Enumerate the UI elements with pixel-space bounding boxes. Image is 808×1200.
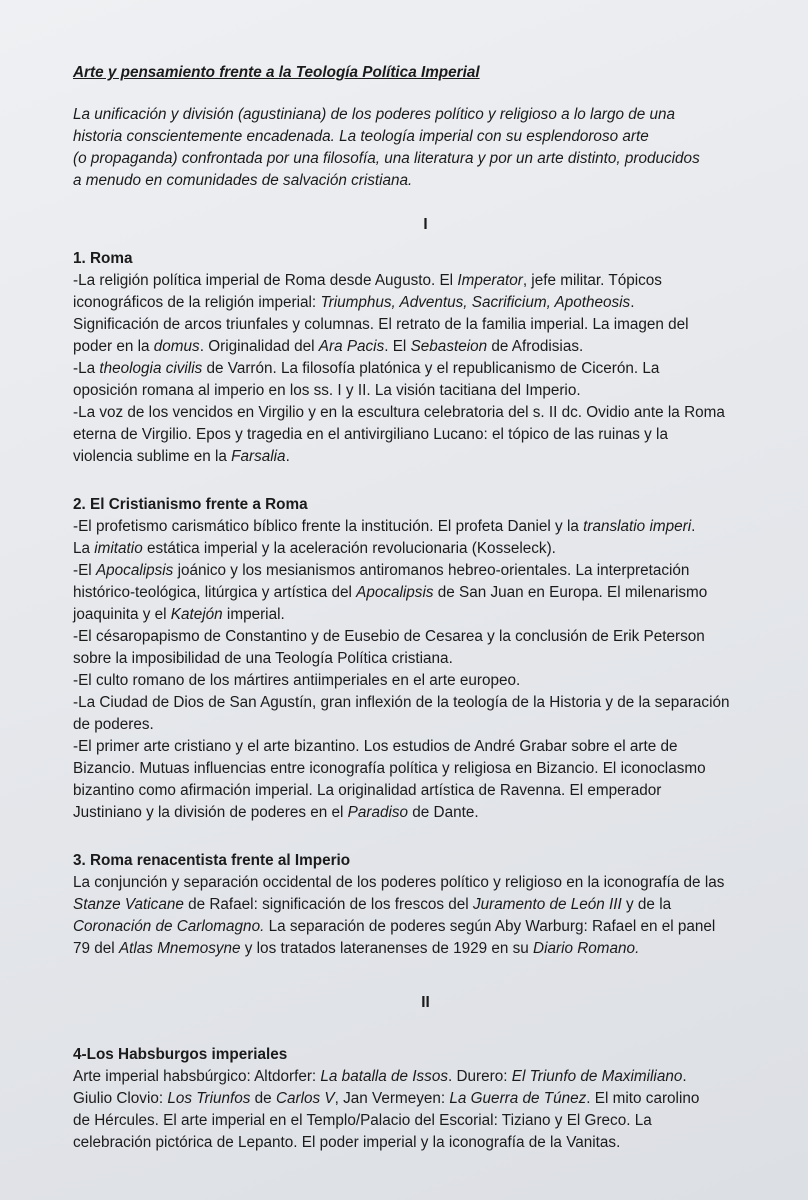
text-run: imperial.	[222, 606, 285, 623]
section-body	[73, 872, 778, 960]
italic-text: Katejón	[170, 606, 223, 623]
italic-text: theologia civilis	[99, 360, 203, 377]
body-line	[73, 424, 778, 446]
section-body	[73, 1066, 778, 1154]
body-line	[73, 692, 778, 714]
body-line	[73, 670, 778, 692]
text-run: poder en la	[73, 338, 154, 355]
italic-text: Imperator	[457, 272, 523, 289]
part-one-numeral: I	[423, 216, 428, 233]
italic-text: Farsalia	[231, 448, 286, 465]
body-line	[73, 736, 778, 758]
body-line	[73, 894, 778, 916]
text-run: -La Ciudad de Dios de San Agustín, gran inflexión de la teología de la Historia y de la separación	[73, 694, 730, 711]
text-run: .	[285, 448, 290, 465]
italic-text: imitatio	[94, 540, 143, 557]
text-run: Significación de arcos triunfales y columnas. El retrato de la familia imperial. La imagen del	[73, 316, 689, 333]
italic-text: Coronación de Carlomagno.	[73, 918, 265, 935]
text-run: -La religión política imperial de Roma desde Augusto. El	[73, 272, 458, 289]
italic-text: domus	[153, 338, 200, 355]
text-run: de	[250, 1090, 276, 1107]
text-run: de Dante.	[408, 804, 479, 821]
text-run: Bizancio. Mutuas influencias entre iconografía política y religiosa en Bizancio. El iconoclasmo	[73, 760, 706, 777]
body-line	[73, 358, 778, 380]
intro-line: La unificación y división (agustiniana) de los poderes político y religioso a lo largo de una	[73, 106, 676, 123]
section-heading: 1. Roma	[73, 250, 133, 267]
section-cristianismo	[73, 494, 778, 824]
text-run: La separación de poderes según Aby Warburg: Rafael en el panel	[264, 918, 716, 935]
body-line	[73, 1066, 778, 1088]
text-run: de Varrón. La filosofía platónica y el republicanismo de Cicerón. La	[202, 360, 660, 377]
text-run: y de la	[621, 896, 672, 913]
italic-text: Paradiso	[347, 804, 409, 821]
text-run: estática imperial y la aceleración revolucionaria (Kosseleck).	[142, 540, 556, 557]
italic-text: Apocalipsis	[356, 584, 434, 601]
body-line	[73, 1088, 778, 1110]
body-line	[73, 758, 778, 780]
italic-text: Los Triunfos	[167, 1090, 251, 1107]
body-line	[73, 938, 778, 960]
body-line	[73, 1110, 778, 1132]
body-line	[73, 538, 778, 560]
text-run: , jefe militar. Tópicos	[522, 272, 662, 289]
italic-text: La Guerra de Túnez	[449, 1090, 587, 1107]
body-line	[73, 380, 778, 402]
text-run: Justiniano y la división de poderes en el	[73, 804, 348, 821]
text-run: oposición romana al imperio en los ss. I y II. La visión tacitiana del Imperio.	[73, 382, 581, 399]
body-line	[73, 604, 778, 626]
intro-line: a menudo en comunidades de salvación cristiana.	[73, 172, 413, 189]
text-run: .	[682, 1068, 687, 1085]
part-two-numeral: II	[421, 994, 430, 1011]
body-line	[73, 336, 778, 358]
text-run: -El primer arte cristiano y el arte bizantino. Los estudios de André Grabar sobre el arte de	[73, 738, 678, 755]
body-line	[73, 626, 778, 648]
body-line	[73, 916, 778, 938]
text-run: histórico-teológica, litúrgica y artística del	[73, 584, 357, 601]
text-run: . El mito carolino	[586, 1090, 700, 1107]
text-run: . Durero:	[447, 1068, 512, 1085]
section-habsburgos	[73, 1044, 778, 1154]
text-run: Arte imperial habsbúrgico: Altdorfer:	[73, 1068, 321, 1085]
text-run: iconográficos de la religión imperial:	[73, 294, 321, 311]
italic-text: Stanze Vaticane	[73, 896, 184, 913]
text-run: sobre la imposibilidad de una Teología Política cristiana.	[73, 650, 453, 667]
body-line	[73, 780, 778, 802]
text-run: La conjunción y separación occidental de los poderes político y religioso en la iconografía de las	[73, 874, 725, 891]
document-title: Arte y pensamiento frente a la Teología Política Imperial	[73, 64, 480, 81]
text-run: . El	[384, 338, 411, 355]
italic-text: El Triunfo de Maximiliano	[511, 1068, 683, 1085]
intro-line: (o propaganda) confrontada por una filosofía, una literatura y por un arte distinto, producidos	[73, 150, 700, 167]
text-run: de San Juan en Europa. El milenarismo	[433, 584, 708, 601]
italic-text: Ara Pacis	[318, 338, 385, 355]
italic-text: translatio imperi	[583, 518, 692, 535]
text-run: Giulio Clovio:	[73, 1090, 168, 1107]
body-line	[73, 802, 778, 824]
body-line	[73, 560, 778, 582]
italic-text: Atlas Mnemosyne	[118, 940, 241, 957]
text-run: .	[630, 294, 635, 311]
text-run: y los tratados lateranenses de 1929 en su	[240, 940, 534, 957]
italic-text: Diario Romano.	[533, 940, 640, 957]
text-run: , Jan Vermeyen:	[334, 1090, 450, 1107]
section-roma	[73, 248, 778, 468]
text-run: -El	[73, 562, 96, 579]
intro-line: historia conscientemente encadenada. La teología imperial con su esplendoroso arte	[73, 128, 649, 145]
body-line	[73, 292, 778, 314]
body-line	[73, 714, 778, 736]
text-run: bizantino como afirmación imperial. La originalidad artística de Ravenna. El emperador	[73, 782, 662, 799]
text-run: 79 del	[73, 940, 119, 957]
text-run: -El profetismo carismático bíblico frente la institución. El profeta Daniel y la	[73, 518, 584, 535]
section-body	[73, 270, 778, 468]
text-run: -El césaropapismo de Constantino y de Eusebio de Cesarea y la conclusión de Erik Peterson	[73, 628, 705, 645]
italic-text: Apocalipsis	[95, 562, 174, 579]
text-run: celebración pictórica de Lepanto. El poder imperial y la iconografía de la Vanitas.	[73, 1134, 621, 1151]
text-run: La	[73, 540, 95, 557]
text-run: joánico y los mesianismos antiromanos hebreo-orientales. La interpretación	[173, 562, 690, 579]
italic-text: Sebasteion	[410, 338, 488, 355]
text-run: -La voz de los vencidos en Virgilio y en la escultura celebratoria del s. II dc. Ovidio ante la Roma	[73, 404, 725, 421]
text-run: . Originalidad del	[199, 338, 319, 355]
section-heading: 2. El Cristianismo frente a Roma	[73, 496, 308, 513]
italic-text: Juramento de León III	[472, 896, 622, 913]
text-run: .	[691, 518, 696, 535]
section-roma-renacentista	[73, 850, 778, 960]
body-line	[73, 270, 778, 292]
text-run: violencia sublime en la	[73, 448, 232, 465]
body-line	[73, 582, 778, 604]
body-line	[73, 402, 778, 424]
text-run: de poderes.	[73, 716, 154, 733]
italic-text: Carlos V	[275, 1090, 335, 1107]
body-line	[73, 516, 778, 538]
text-run: de Rafael: significación de los frescos del	[183, 896, 473, 913]
italic-text: La batalla de Issos	[320, 1068, 448, 1085]
text-run: de Hércules. El arte imperial en el Templo/Palacio del Escorial: Tiziano y El Greco. La	[73, 1112, 652, 1129]
body-line	[73, 314, 778, 336]
document-intro	[73, 104, 778, 192]
text-run: eterna de Virgilio. Epos y tragedia en el antivirgiliano Lucano: el tópico de las ruinas y la	[73, 426, 668, 443]
italic-text: Triumphus, Adventus, Sacrificium, Apotheosis	[320, 294, 631, 311]
section-heading: 4-Los Habsburgos imperiales	[73, 1046, 288, 1063]
text-run: -El culto romano de los mártires antiimperiales en el arte europeo.	[73, 672, 521, 689]
body-line	[73, 1132, 778, 1154]
text-run: de Afrodisias.	[487, 338, 584, 355]
section-heading: 3. Roma renacentista frente al Imperio	[73, 852, 351, 869]
body-line	[73, 872, 778, 894]
text-run: joaquinita y el	[73, 606, 171, 623]
text-run: -La	[73, 360, 100, 377]
body-line	[73, 446, 778, 468]
section-body	[73, 516, 778, 824]
body-line	[73, 648, 778, 670]
